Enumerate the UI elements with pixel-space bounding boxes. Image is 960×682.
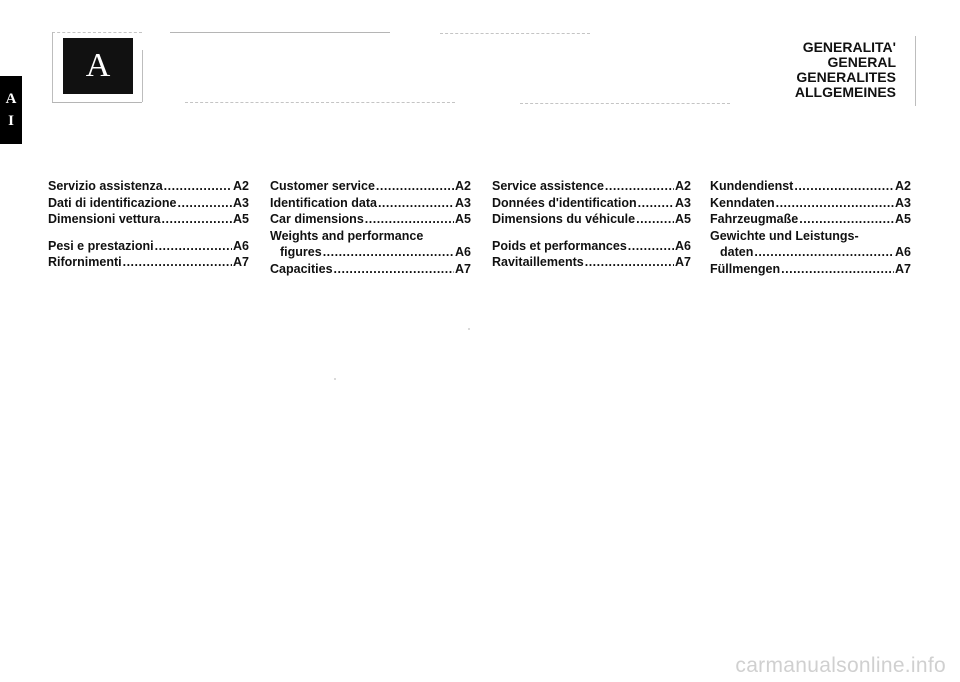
leader-dots [585,254,674,271]
contents-column-german [710,178,911,277]
title-french: GENERALITES [796,69,896,85]
contents-column-italian [48,178,249,271]
contents-entry [492,195,691,212]
leader-dots [164,178,232,195]
contents-entry [710,211,911,228]
leader-dots [323,244,454,261]
leader-dots [776,195,894,212]
leader-dots [376,178,454,195]
entry-label: Données d'identification [492,195,637,210]
contents-entry [492,238,691,255]
header-rule-bottom-2 [520,103,730,104]
entry-label: Füllmengen [710,261,781,276]
entry-page: A7 [895,261,911,276]
entry-page: A2 [233,179,249,193]
header-rule-bottom-left [52,102,142,103]
entry-page: A3 [895,195,911,210]
entry-label: Dimensions du véhicule [492,212,636,226]
leader-dots [334,261,454,278]
contents-entry [48,211,249,228]
title-english: GENERAL [827,54,896,70]
side-tab-numeral: I [8,113,14,129]
title-german: ALLGEMEINES [794,84,896,100]
entry-label: figures [280,245,322,259]
entry-page: A2 [895,179,911,193]
entry-page: A3 [675,195,691,210]
leader-dots [123,254,232,271]
contents-entry [710,228,911,245]
entry-label: daten [720,245,754,259]
header-rule-top-left [52,32,142,33]
entry-page: A6 [233,238,249,253]
entry-page: A3 [455,195,471,210]
entry-label: Service assistence [492,179,604,193]
contents-entry [48,195,249,212]
leader-dots [605,178,674,195]
entry-page: A2 [455,179,471,193]
leader-dots [365,211,454,228]
entry-label: Ravitaillements [492,255,584,269]
entry-gap [492,228,691,238]
leader-dots [638,195,674,212]
leader-dots [794,178,894,195]
side-tab-letter: A [5,91,17,107]
entry-page: A7 [455,261,471,276]
entry-page: A7 [675,255,691,269]
entry-page: A5 [675,212,691,226]
contents-entry [270,228,471,245]
entry-page: A3 [233,195,249,210]
entry-label: Car dimensions [270,212,364,226]
contents-entry [710,195,911,212]
entry-page: A6 [455,245,471,259]
header-rule-inner [142,50,143,102]
chapter-letter-box [63,38,133,94]
entry-label: Identification data [270,195,377,210]
entry-label: Kundendienst [710,179,794,193]
contents-entry [492,211,691,228]
contents-entry [48,238,249,255]
leader-dots [636,211,674,228]
entry-gap [48,228,249,238]
contents-entry [492,254,691,271]
contents-entry [270,178,471,195]
entry-label: Weights and performance [270,228,424,243]
entry-label: Rifornimenti [48,255,122,269]
entry-page: A5 [455,212,471,226]
header-rule-top-2 [440,33,590,34]
section-titles [795,40,896,100]
contents-entry [710,178,911,195]
entry-label: Pesi e prestazioni [48,238,154,253]
entry-label: Poids et performances [492,238,627,253]
entry-page: A5 [233,212,249,226]
contents-entry [270,195,471,212]
entry-page: A6 [675,238,691,253]
header-rule-right [915,36,916,106]
title-italian: GENERALITA' [802,39,896,55]
scan-speck [334,378,336,380]
leader-dots [781,261,894,278]
header-rule-left [52,32,53,102]
side-chapter-tab [0,76,22,144]
header-rule-top-1 [170,32,390,33]
entry-page: A6 [895,245,911,259]
entry-label: Customer service [270,179,375,193]
entry-label: Capacities [270,261,333,276]
leader-dots [628,238,674,255]
contents-entry [492,178,691,195]
entry-label: Gewichte und Leistungs- [710,228,859,243]
chapter-letter: A [85,47,111,84]
contents-column-french [492,178,691,271]
entry-label: Dimensioni vettura [48,212,161,226]
leader-dots [754,244,894,261]
entry-label: Servizio assistenza [48,179,163,193]
entry-page: A5 [895,212,911,226]
contents-entry [270,211,471,228]
header-rule-bottom-1 [185,102,455,103]
contents-entry [48,254,249,271]
leader-dots [178,195,233,212]
entry-label: Fahrzeugmaße [710,212,799,226]
leader-dots [799,211,894,228]
entry-page: A7 [233,255,249,269]
contents-entry [710,261,911,278]
contents-entry [270,261,471,278]
contents-entry [270,244,471,261]
watermark: carmanualsonline.info [735,654,946,677]
entry-page: A2 [675,179,691,193]
scan-speck [468,328,470,330]
entry-label: Kenndaten [710,195,775,210]
contents-entry [710,244,911,261]
leader-dots [162,211,232,228]
contents-entry [48,178,249,195]
leader-dots [378,195,454,212]
entry-label: Dati di identificazione [48,195,177,210]
leader-dots [155,238,232,255]
contents-column-english [270,178,471,277]
